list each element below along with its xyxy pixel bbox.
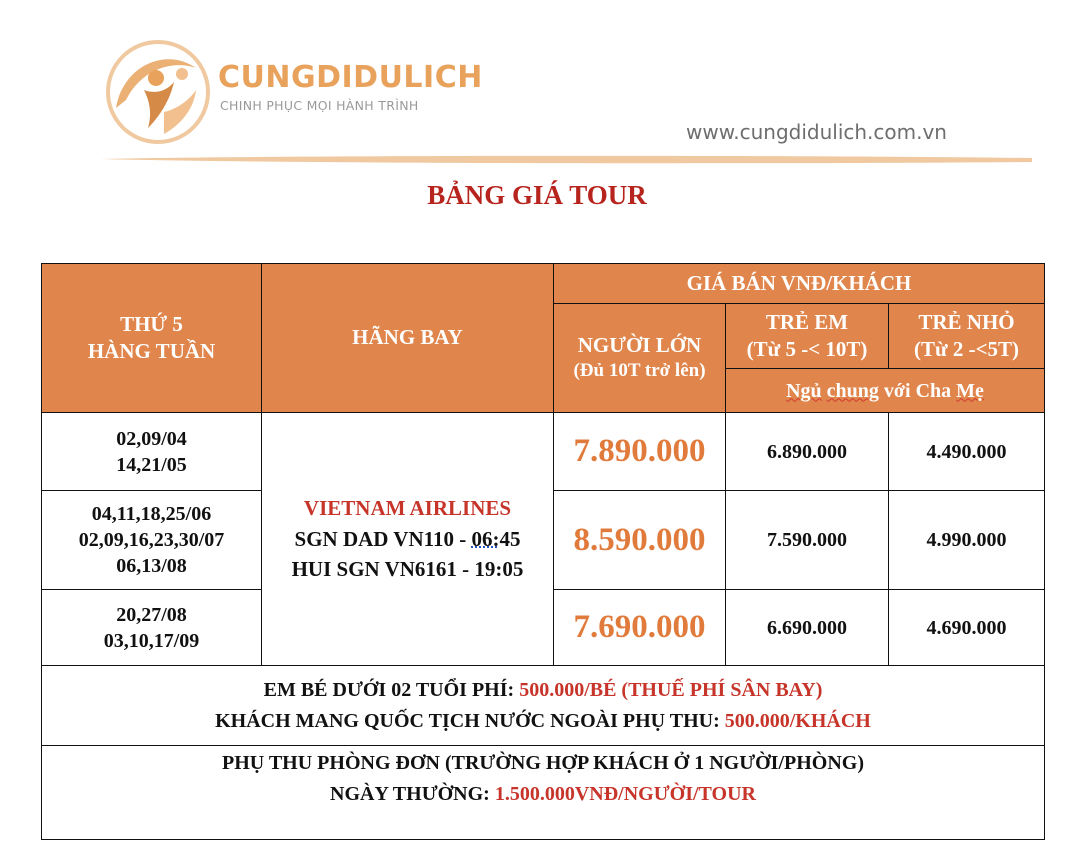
header-infant-line1: TRẺ NHỎ (918, 309, 1015, 334)
date-line: 02,09,16,23,30/07 (78, 529, 225, 551)
infant-price: 4.690.000 (889, 590, 1045, 666)
child-price: 6.890.000 (726, 413, 889, 491)
header-child-line2: (Từ 5 -< 10T) (746, 337, 868, 361)
weekday-fee-value: 1.500.000VNĐ/NGƯỜI/TOUR (494, 783, 756, 805)
table-row (42, 413, 1045, 491)
header-adult-line1: NGƯỜI LỚN (577, 333, 702, 357)
baby-fee-label: EM BÉ DƯỚI 02 TUỔI PHÍ: (263, 678, 520, 701)
header-airline: HÃNG BAY (262, 264, 554, 413)
date-line: 03,10,17/09 (103, 629, 200, 652)
header-child (726, 304, 889, 369)
baby-fee-line (42, 675, 1044, 706)
airline-cell (262, 413, 554, 666)
departure-dates (42, 413, 262, 491)
lodging-mid: với (883, 379, 911, 402)
adult-price: 7.890.000 (554, 413, 726, 491)
date-line: 02,09/04 (116, 427, 187, 450)
brand-tagline: CHINH PHỤC MỌI HÀNH TRÌNH (220, 98, 419, 113)
header-lodging-note (726, 369, 1045, 413)
foreign-fee-value: 500.000/KHÁCH (724, 709, 871, 732)
infant-price: 4.490.000 (889, 413, 1045, 491)
lodging-prefix: Ngủ (786, 379, 822, 402)
header-divider (100, 153, 1032, 165)
flight-return: HUI SGN VN6161 - 19:05 (291, 557, 524, 582)
header-infant (889, 304, 1045, 369)
foreign-fee-line (42, 706, 1044, 737)
header-departure-line1: THỨ 5 (120, 311, 183, 336)
single-room-notes (42, 746, 1045, 840)
date-line: 04,11,18,25/06 (91, 503, 212, 525)
weekday-fee-line (42, 779, 1044, 810)
date-line: 20,27/08 (116, 603, 187, 626)
weekday-fee-label: NGÀY THƯỜNG: (330, 783, 495, 805)
header-price-group: GIÁ BÁN VNĐ/KHÁCH (554, 264, 1045, 304)
brand-logo-icon (104, 38, 212, 146)
header-departure (42, 264, 262, 413)
infant-price: 4.990.000 (889, 491, 1045, 590)
surcharge-notes (42, 666, 1045, 746)
website-url[interactable]: www.cungdidulich.com.vn (686, 120, 947, 144)
departure-dates (42, 590, 262, 666)
brand-name: CUNGDIDULICH (218, 60, 483, 95)
header-adult-line2: (Đủ 10T trở lên) (573, 360, 706, 382)
header-infant-line2: (Từ 2 -<5T) (913, 337, 1020, 361)
date-line: 14,21/05 (116, 453, 187, 476)
baby-fee-value: 500.000/BÉ (THUẾ PHÍ SÂN BAY) (519, 678, 823, 701)
page-title: BẢNG GIÁ TOUR (427, 180, 647, 210)
child-price: 7.590.000 (726, 491, 889, 590)
flight-outbound-hour: 06: (471, 526, 500, 551)
tour-price-table (41, 263, 1045, 840)
departure-dates (42, 491, 262, 590)
flight-outbound (262, 524, 553, 554)
foreign-fee-label: KHÁCH MANG QUỐC TỊCH NƯỚC NGOÀI PHỤ THU: (215, 709, 725, 732)
child-price: 6.690.000 (726, 590, 889, 666)
adult-price: 8.590.000 (554, 491, 726, 590)
airline-name: VIETNAM AIRLINES (303, 496, 512, 521)
date-line: 06,13/08 (116, 555, 187, 577)
lodging-wavy2: Mẹ (956, 379, 984, 402)
single-room-line: PHỤ THU PHÒNG ĐƠN (TRƯỜNG HỢP KHÁCH Ở 1 NGƯỜI/PHÒNG) (221, 752, 865, 774)
adult-price: 7.690.000 (554, 590, 726, 666)
lodging-suffix: Cha (915, 379, 952, 402)
flight-outbound-min: 45 (499, 526, 521, 551)
flight-outbound-prefix: SGN DAD VN110 - (294, 526, 472, 551)
header-departure-line2: HÀNG TUẦN (87, 339, 216, 363)
header-adult (554, 304, 726, 413)
lodging-wavy1: chung (826, 379, 879, 402)
header-child-line1: TRẺ EM (765, 309, 849, 334)
